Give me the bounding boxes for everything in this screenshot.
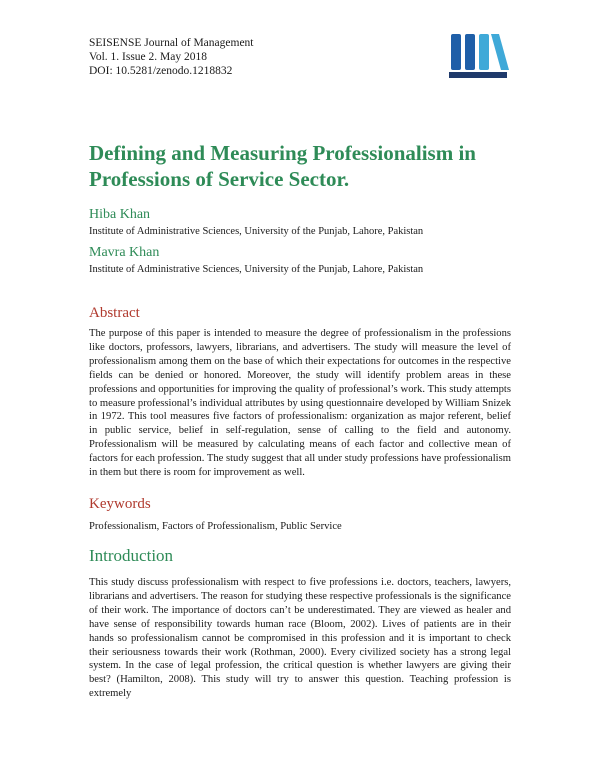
journal-name: SEISENSE Journal of Management — [89, 37, 254, 49]
introduction-heading: Introduction — [89, 546, 174, 565]
logo-bar-2 — [465, 34, 475, 70]
journal-logo — [447, 28, 510, 80]
journal-doi: DOI: 10.5281/zenodo.1218832 — [89, 65, 233, 77]
author-name-2: Mavra Khan — [89, 245, 160, 260]
keywords-text: Professionalism, Factors of Professionalism, Public Service — [89, 521, 342, 532]
logo-bar-4 — [491, 34, 509, 70]
abstract-heading: Abstract — [89, 305, 140, 321]
author-affiliation-1: Institute of Administrative Sciences, University of the Punjab, Lahore, Pakistan — [89, 226, 424, 237]
introduction-text: This study discuss professionalism with respect to five professions i.e. doctors, teachers, lawyers, librarians and advertisers. The reason for studying these respective professionals is the significance of their work. The importance of doctors can’t be underestimated. They are viewed as healer and have sense of responsibility towards human race (Bloom, 2002). Lives of patients are in their hands so professionalism cannot be compromised in this profession and it is important to check their seriousness towards their work (Rothman, 2000). Every civilized society has a strong legal system. In the case of legal profession, the critical question is whether lawyers are giving their best? (Hamilton, 2008). This study will try to answer this question. Teaching profession is extremely — [89, 577, 511, 700]
logo-bar-3 — [479, 34, 489, 70]
author-name-1: Hiba Khan — [89, 207, 151, 222]
keywords-heading: Keywords — [89, 496, 151, 512]
logo-baseline — [449, 72, 507, 78]
journal-header — [89, 36, 254, 78]
paper-title: Defining and Measuring Professionalism in Professions of Service Sector. — [89, 141, 476, 191]
author-affiliation-2: Institute of Administrative Sciences, University of the Punjab, Lahore, Pakistan — [89, 264, 424, 275]
logo-bar-1 — [451, 34, 461, 70]
abstract-text: The purpose of this paper is intended to measure the degree of professionalism in the professions like doctors, professors, lawyers, librarians, and advertisers. The study will measure the level of professionalism among them on the base of which their expectations for outcomes in the respective fields can be denied or honored. Moreover, the study will identify problem areas in these professions and opportunities for improving the quality of professional’s work. This study attempts to measure professional’s individual attributes by using questionnaire developed by William Snizek in 1972. This tool measures five factors of professionalism: organization as major referent, belief in public service, belief in self-regulation, sense of calling to the field and autonomy. Professionalism will be measured by calculating means of each factor and collective mean of factors for each profession. The study suggest that all under study professions have professionalism in them but there is room for improvement as well. — [89, 328, 511, 479]
journal-volume: Vol. 1. Issue 2. May 2018 — [89, 51, 207, 63]
